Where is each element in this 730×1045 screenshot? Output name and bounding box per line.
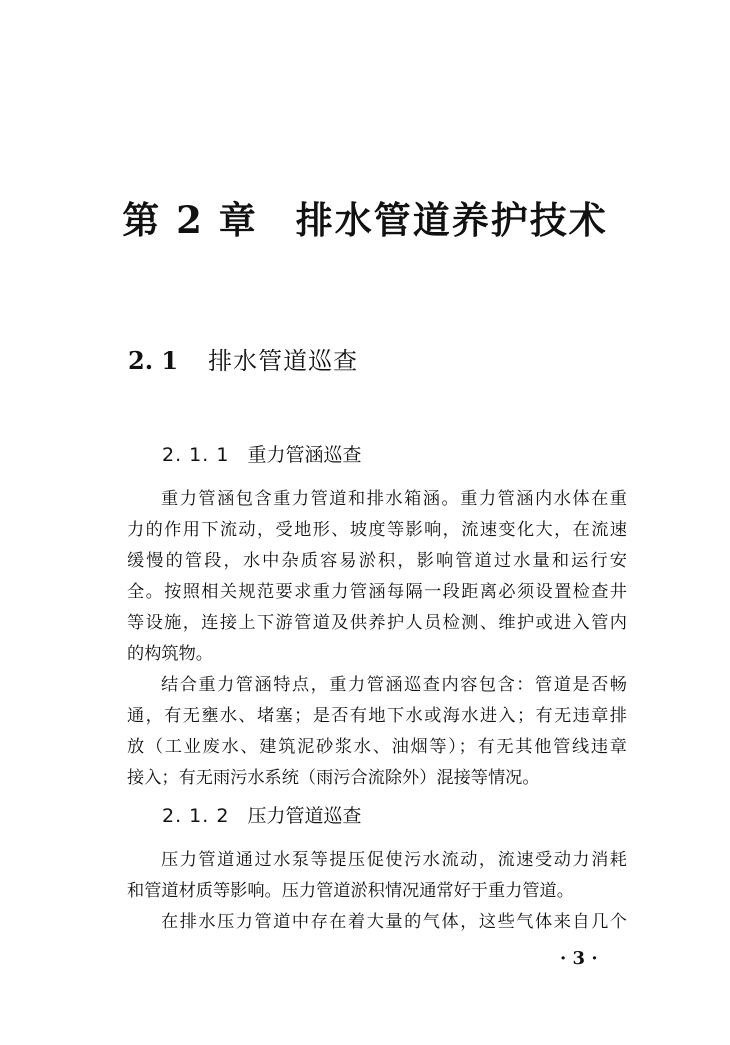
section-name: 排水管道巡查 bbox=[208, 347, 359, 375]
text-line: 全。按照相关规范要求重力管涵每隔一段距离必须设置检查井 bbox=[127, 582, 627, 602]
subsection-number: 2. 1. 1 bbox=[162, 444, 230, 466]
subsection-name: 压力管道巡查 bbox=[247, 805, 362, 827]
chapter-name: 排水管道养护技术 bbox=[295, 198, 608, 242]
text-line: 缓慢的管段，水中杂质容易淤积，影响管道过水量和运行安 bbox=[127, 551, 627, 571]
paragraph bbox=[127, 845, 627, 907]
subsection-number: 2. 1. 2 bbox=[162, 805, 230, 827]
subsection-heading bbox=[162, 801, 361, 828]
chapter-number: 第 2 章 bbox=[122, 198, 258, 242]
text-line: 通，有无壅水、堵塞；是否有地下水或海水进入；有无违章排 bbox=[127, 706, 627, 726]
text-line: 接入；有无雨污水系统（雨污合流除外）混接等情况。 bbox=[127, 768, 540, 788]
text-line: 重力管涵包含重力管道和排水箱涵。重力管涵内水体在重 bbox=[161, 489, 627, 509]
text-line: 结合重力管涵特点，重力管涵巡查内容包含：管道是否畅 bbox=[161, 675, 627, 695]
text-line: 压力管道通过水泵等提压促使污水流动，流速受动力消耗 bbox=[161, 850, 627, 870]
paragraph bbox=[127, 670, 627, 794]
chapter-title bbox=[0, 190, 730, 244]
text-line: 和管道材质等影响。压力管道淤积情况通常好于重力管道。 bbox=[127, 881, 574, 901]
text-line: 的构筑物。 bbox=[127, 644, 213, 664]
section-number: 2. 1 bbox=[128, 346, 179, 375]
subsection-heading bbox=[162, 440, 361, 467]
text-line: 等设施，连接上下游管道及供养护人员检测、维护或进入管内 bbox=[127, 613, 627, 633]
paragraph bbox=[127, 484, 627, 670]
text-line: 在排水压力管道中存在着大量的气体，这些气体来自几个 bbox=[161, 912, 627, 932]
section-heading bbox=[128, 341, 358, 376]
subsection-name: 重力管涵巡查 bbox=[247, 444, 362, 466]
text-line: 放（工业废水、建筑泥砂浆水、油烟等）；有无其他管线违章 bbox=[127, 737, 627, 757]
paragraph bbox=[127, 907, 627, 938]
text-line: 力的作用下流动，受地形、坡度等影响，流速变化大，在流速 bbox=[127, 520, 627, 540]
page-number: · 3 · bbox=[560, 948, 598, 969]
